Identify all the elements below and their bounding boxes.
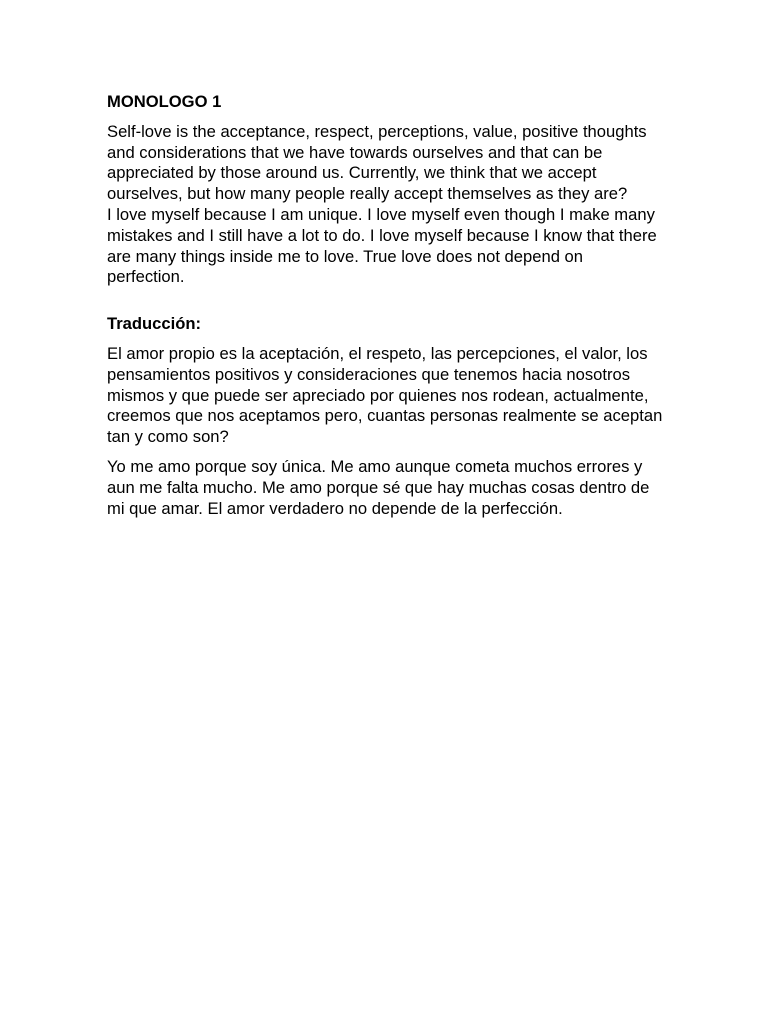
spanish-paragraph-2: Yo me amo porque soy única. Me amo aunque cometa muchos errores y aun me falta mucho. Me amo porque sé que hay muchas cosas dentro de mi que amar. El amor verdadero no depende de la perfección. [107,456,650,518]
english-paragraph-1: Self-love is the acceptance, respect, perceptions, value, positive thoughts and considerations that we have towards ourselves and that can be appreciated by those around us. Currently, we think that we accept ourselves, but how many people really accept themselves as they are? [107,121,647,204]
document-title: MONOLOGO 1 [107,92,222,111]
section-spacer [107,297,663,314]
spanish-paragraph-1: El amor propio es la aceptación, el respeto, las percepciones, el valor, los pensamientos positivos y consideraciones que tenemos hacia nosotros mismos y que puede ser apreciado por quienes nos rodean, actualmente, creemos que nos aceptamos pero, cuantas personas realmente se aceptan tan y como son? [107,343,663,447]
translation-heading: Traducción: [107,314,202,334]
english-paragraph-2: I love myself because I am unique. I love myself even though I make many mistakes and I still have a lot to do. I love myself because I know that there are many things inside me to love. True love does not depend on perfection. [107,204,657,287]
document-body [107,92,663,528]
